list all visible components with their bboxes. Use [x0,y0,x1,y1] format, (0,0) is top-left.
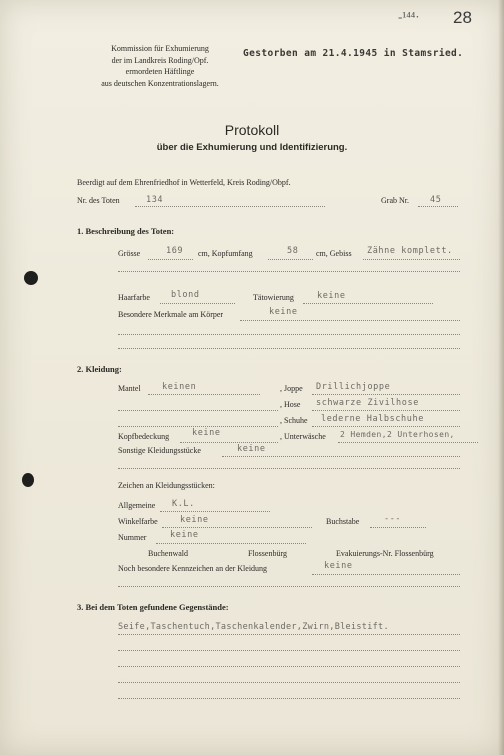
punch-hole [22,473,34,487]
section-title: 2. Kleidung: [77,364,122,374]
tattoo-value: keine [317,291,346,301]
dotted-line [160,303,235,304]
camp-flossenbuerg: Flossenbürg [248,549,287,558]
page-subtitle: über die Exhumierung und Identifizierung. [156,142,348,153]
marks-value: keine [269,307,298,317]
dead-number-label: Nr. des Toten [77,196,120,205]
hair-value: blond [171,290,200,300]
other-clothing-label: Sonstige Kleidungsstücke [118,446,201,455]
hat-value: keine [192,428,221,438]
dotted-line [312,394,460,395]
dotted-line [338,442,478,443]
camp-evacuation-number: Evakuierungs-Nr. Flossenbürg [336,549,434,558]
commission-line: aus deutschen Konzentrationslagern. [101,78,219,88]
dotted-line [148,394,260,395]
dotted-line [118,410,278,411]
triangle-color-value: keine [180,515,209,525]
dotted-line [118,426,278,427]
dotted-line [118,468,460,469]
dotted-line [118,682,460,683]
commission-block [95,43,225,89]
general-label: Allgemeine [118,501,156,510]
head-unit: cm, Gebiss [316,249,352,258]
shoes-label: , Schuhe [280,416,308,425]
paper-edge [498,0,504,755]
head-value: 58 [287,246,299,256]
height-label: Grösse [118,249,141,258]
dotted-line [148,259,193,260]
dotted-line [118,634,460,635]
grave-number-value: 45 [430,195,442,205]
dotted-line [240,320,460,321]
dotted-line [156,543,306,544]
page-number: 28 [453,8,472,27]
dotted-line [160,511,270,512]
commission-line: Kommission für Exhumierung [111,44,209,53]
burial-line: Beerdigt auf dem Ehrenfriedhof in Wetterfeld, Kreis Roding/Obpf. [77,178,291,187]
jacket-label: , Joppe [280,384,303,393]
dotted-line [118,348,460,349]
general-value: K.L. [172,499,195,509]
dotted-line [312,410,460,411]
corner-mark: -¹⁴⁴· [398,9,420,24]
dotted-line [135,206,325,207]
dotted-line [303,303,433,304]
height-value: 169 [166,246,184,256]
dotted-line [222,456,460,457]
punch-hole [24,271,38,285]
section-title: 3. Bei dem Toten gefundene Gegenstände: [77,602,229,612]
dotted-line [118,334,460,335]
commission-line: ermordeten Häftlinge [125,67,195,76]
pants-label: , Hose [280,400,301,409]
hair-label: Haarfarbe [118,293,150,302]
clothing-marks-title: Zeichen an Kleidungsstücken: [118,481,215,490]
marks-label: Besondere Merkmale am Körper [118,310,224,319]
dotted-line [118,586,460,587]
letter-label: Buchstabe [326,517,360,526]
page-title: Protokoll [224,122,280,138]
dotted-line [312,574,460,575]
dotted-line [268,259,313,260]
death-stamp: Gestorben am 21.4.1945 in Stamsried. [243,48,464,59]
commission-line: der im Landkreis Roding/Opf. [111,55,209,65]
height-unit: cm, Kopfumfang [198,249,253,258]
camp-buchenwald: Buchenwald [148,549,188,558]
dotted-line [118,666,460,667]
section-title: 1. Beschreibung des Toten: [77,226,175,236]
dotted-line [162,527,312,528]
dotted-line [418,206,458,207]
letter-value: --- [384,514,402,524]
dotted-line [370,527,426,528]
number-label: Nummer [118,533,147,542]
jacket-value: Drillichjoppe [316,382,391,392]
dotted-line [312,426,460,427]
dotted-line [118,271,460,272]
dotted-line [118,698,460,699]
number-value: keine [170,530,199,540]
more-marks-label: Noch besondere Kennzeichen an der Kleidung [118,564,268,573]
triangle-color-label: Winkelfarbe [118,517,158,526]
more-marks-value: keine [324,561,353,571]
dotted-line [363,259,460,260]
teeth-value: Zähne komplett. [367,246,453,256]
underwear-label: , Unterwäsche [280,432,326,441]
pants-value: schwarze Zivilhose [316,398,419,408]
found-items-value: Seife,Taschentuch,Taschenkalender,Zwirn,Bleistift. [118,622,389,632]
coat-value: keinen [162,382,197,392]
grave-number-label: Grab Nr. [381,196,409,205]
dotted-line [118,650,460,651]
coat-label: Mantel [118,384,141,393]
underwear-value: 2 Hemden,2 Unterhosen, [340,430,455,439]
hat-label: Kopfbedeckung [118,432,170,441]
other-clothing-value: keine [237,444,266,454]
tattoo-label: Tätowierung [253,293,294,302]
dotted-line [180,442,278,443]
dead-number-value: 134 [146,195,164,205]
shoes-value: lederne Halbschuhe [321,414,424,424]
